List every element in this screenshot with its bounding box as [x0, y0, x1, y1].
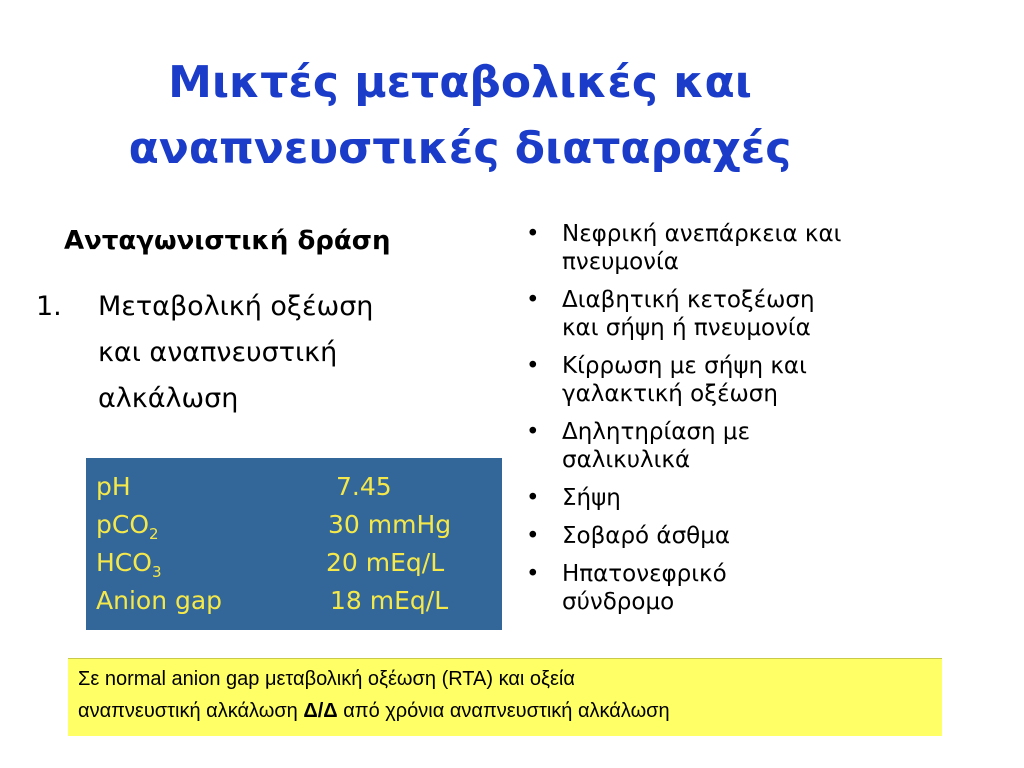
numbered-item-line: Μεταβολική οξέωση	[98, 291, 374, 322]
list-number: 1.	[36, 291, 62, 322]
numbered-list	[36, 284, 486, 422]
lab-row-pco2	[96, 506, 496, 544]
lab-value: 18 mEq/L	[330, 586, 449, 615]
bullet-icon: •	[526, 287, 540, 313]
numbered-item-line: και αναπνευστική	[98, 337, 338, 368]
list-item: • Κίρρωση με σήψη και γαλακτική οξέωση	[526, 353, 807, 407]
lab-name: $HCO_3$	[96, 548, 162, 581]
lab-name: pH	[96, 472, 131, 501]
slide-title-line-2: αναπνευστικές διαταραχές	[128, 123, 792, 174]
lab-value: 20 mEq/L	[326, 548, 445, 577]
numbered-item-text	[98, 284, 486, 422]
list-item: • Σοβαρό άσθμα	[526, 523, 731, 549]
section-subtitle: Ανταγωνιστική δράση	[64, 226, 391, 256]
list-item: • Σήψη	[526, 485, 621, 511]
bullet-icon: •	[526, 353, 540, 379]
lab-name: pCO$_2$	[96, 510, 159, 543]
bullet-icon: •	[526, 221, 540, 247]
lab-row-ph	[96, 468, 496, 506]
lab-row-hco3	[96, 544, 496, 582]
bullet-icon: •	[526, 419, 540, 445]
bullet-icon: •	[526, 485, 540, 511]
causes-bullet-list	[522, 220, 942, 626]
list-item: • Δηλητηρίαση με σαλικυλικά	[526, 419, 750, 473]
bullet-icon: •	[526, 523, 540, 549]
list-item: • Νεφρική ανεπάρκεια και πνευμονία	[526, 221, 842, 275]
lab-value: 30 mmHg	[328, 510, 452, 539]
note-emphasis: Δ/Δ	[303, 700, 338, 722]
note-line-2: αναπνευστική αλκάλωση Δ/Δ από χρόνια αναπνευστική αλκάλωση	[78, 700, 670, 722]
lab-values-box	[86, 458, 502, 630]
list-item: • Διαβητική κετοξέωση και σήψη ή πνευμονία	[526, 287, 815, 341]
slide-title	[0, 50, 920, 182]
slide-title-line-1: Μικτές μεταβολικές και	[168, 57, 752, 108]
note-box	[68, 658, 942, 736]
lab-value: 7.45	[336, 472, 392, 501]
note-line-1: Σε normal anion gap μεταβολική οξέωση (RTA) και οξεία	[78, 668, 575, 690]
lab-name: Anion gap	[96, 586, 223, 615]
numbered-item-line: αλκάλωση	[98, 383, 239, 414]
list-item: • Ηπατονεφρικό σύνδρομο	[526, 561, 727, 615]
bullet-icon: •	[526, 561, 540, 587]
lab-row-anion-gap	[96, 582, 496, 620]
